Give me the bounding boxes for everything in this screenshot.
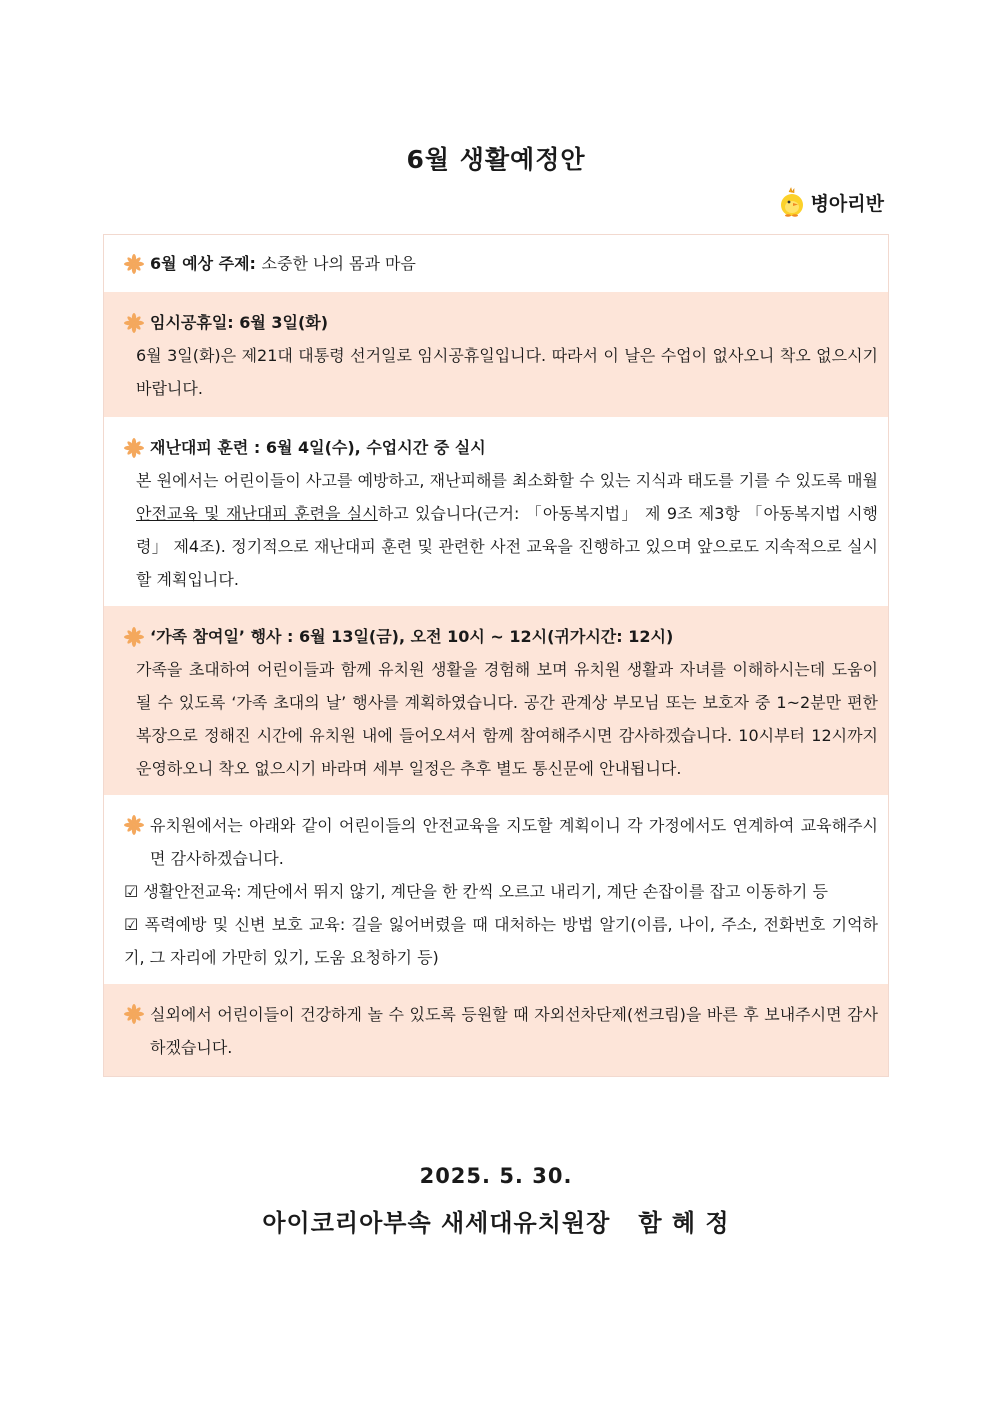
star-icon <box>124 1004 144 1024</box>
holiday-section <box>104 292 888 417</box>
drill-section <box>104 417 888 606</box>
drill-body-post: 하고 있습니다(근거: 「아동복지법」 제 9조 제3항 「아동복지법 시행령」 제4조). 정기적으로 재난대피 훈련 및 관련한 사전 교육을 진행하고 있으며 앞으로도 지속적으로 실시할 계획입니다. <box>136 504 878 589</box>
sunscreen-section <box>104 984 888 1076</box>
theme-section <box>104 235 888 292</box>
sunscreen-body: 실외에서 어린이들이 건강하게 놀 수 있도록 등원할 때 자외선차단제(썬크림)을 바른 후 보내주시면 감사하겠습니다. <box>150 1005 878 1057</box>
issue-date: 2025. 5. 30. <box>419 1164 573 1188</box>
theme-value: 소중한 나의 몸과 마음 <box>261 254 416 273</box>
star-icon <box>124 815 144 835</box>
safety-item-2: ☑ 폭력예방 및 신변 보호 교육: 길을 잃어버렸을 때 대처하는 방법 알기(이름, 나이, 주소, 전화번호 기억하기, 그 자리에 가만히 있기, 도움 요청하기 등) <box>124 915 878 967</box>
drill-heading: 재난대피 훈련 : 6월 4일(수), 수업시간 중 실시 <box>150 438 486 457</box>
class-name: 병아리반 <box>810 192 884 215</box>
holiday-body: 6월 3일(화)은 제21대 대통령 선거일로 임시공휴일입니다. 따라서 이 날은 수업이 없사오니 착오 없으시기 바랍니다. <box>136 346 878 398</box>
safety-intro: 유치원에서는 아래와 같이 어린이들의 안전교육을 지도할 계획이니 각 가정에서도 연계하여 교육해주시면 감사하겠습니다. <box>150 816 878 868</box>
signature: 아이코리아부속 새세대유치원장 함 혜 정 <box>262 1209 730 1237</box>
chick-icon <box>779 187 805 217</box>
page-title: 6월 생활예정안 <box>406 145 586 174</box>
class-tag <box>779 187 884 217</box>
drill-body-pre: 본 원에서는 어린이들이 사고를 예방하고, 재난피해를 최소화할 수 있는 지식과 태도를 기를 수 있도록 매월 <box>136 471 878 490</box>
star-icon <box>124 254 144 274</box>
theme-label: 6월 예상 주제: <box>150 254 256 273</box>
safety-item-1: ☑ 생활안전교육: 계단에서 뛰지 않기, 계단을 한 칸씩 오르고 내리기, 계단 손잡이를 잡고 이동하기 등 <box>124 882 828 901</box>
family-body: 가족을 초대하여 어린이들과 함께 유치원 생활을 경험해 보며 유치원 생활과 자녀를 이해하시는데 도움이 될 수 있도록 ‘가족 초대의 날’ 행사를 계획하였습니다. 공간 관계상 부모님 또는 보호자 중 1~2분만 편한 복장으로 정해진 시간에 유치원 내에 들어오셔서 함께 참여해주시면 감사하겠습니다. 10시부터 12시까지 운영하오니 착오 없으시기 바라며 세부 일정은 추후 별도 통신문에 안내됩니다. <box>136 660 878 778</box>
star-icon <box>124 438 144 458</box>
star-icon <box>124 313 144 333</box>
notice-box <box>103 234 889 1077</box>
drill-body <box>124 464 878 596</box>
safety-section <box>104 795 888 984</box>
holiday-heading: 임시공휴일: 6월 3일(화) <box>150 313 329 332</box>
family-section <box>104 606 888 795</box>
star-icon <box>124 627 144 647</box>
family-heading: ‘가족 참여일’ 행사 : 6월 13일(금), 오전 10시 ~ 12시(귀가시간: 12시) <box>150 627 674 646</box>
drill-body-underline: 안전교육 및 재난대피 훈련을 실시 <box>136 504 378 523</box>
